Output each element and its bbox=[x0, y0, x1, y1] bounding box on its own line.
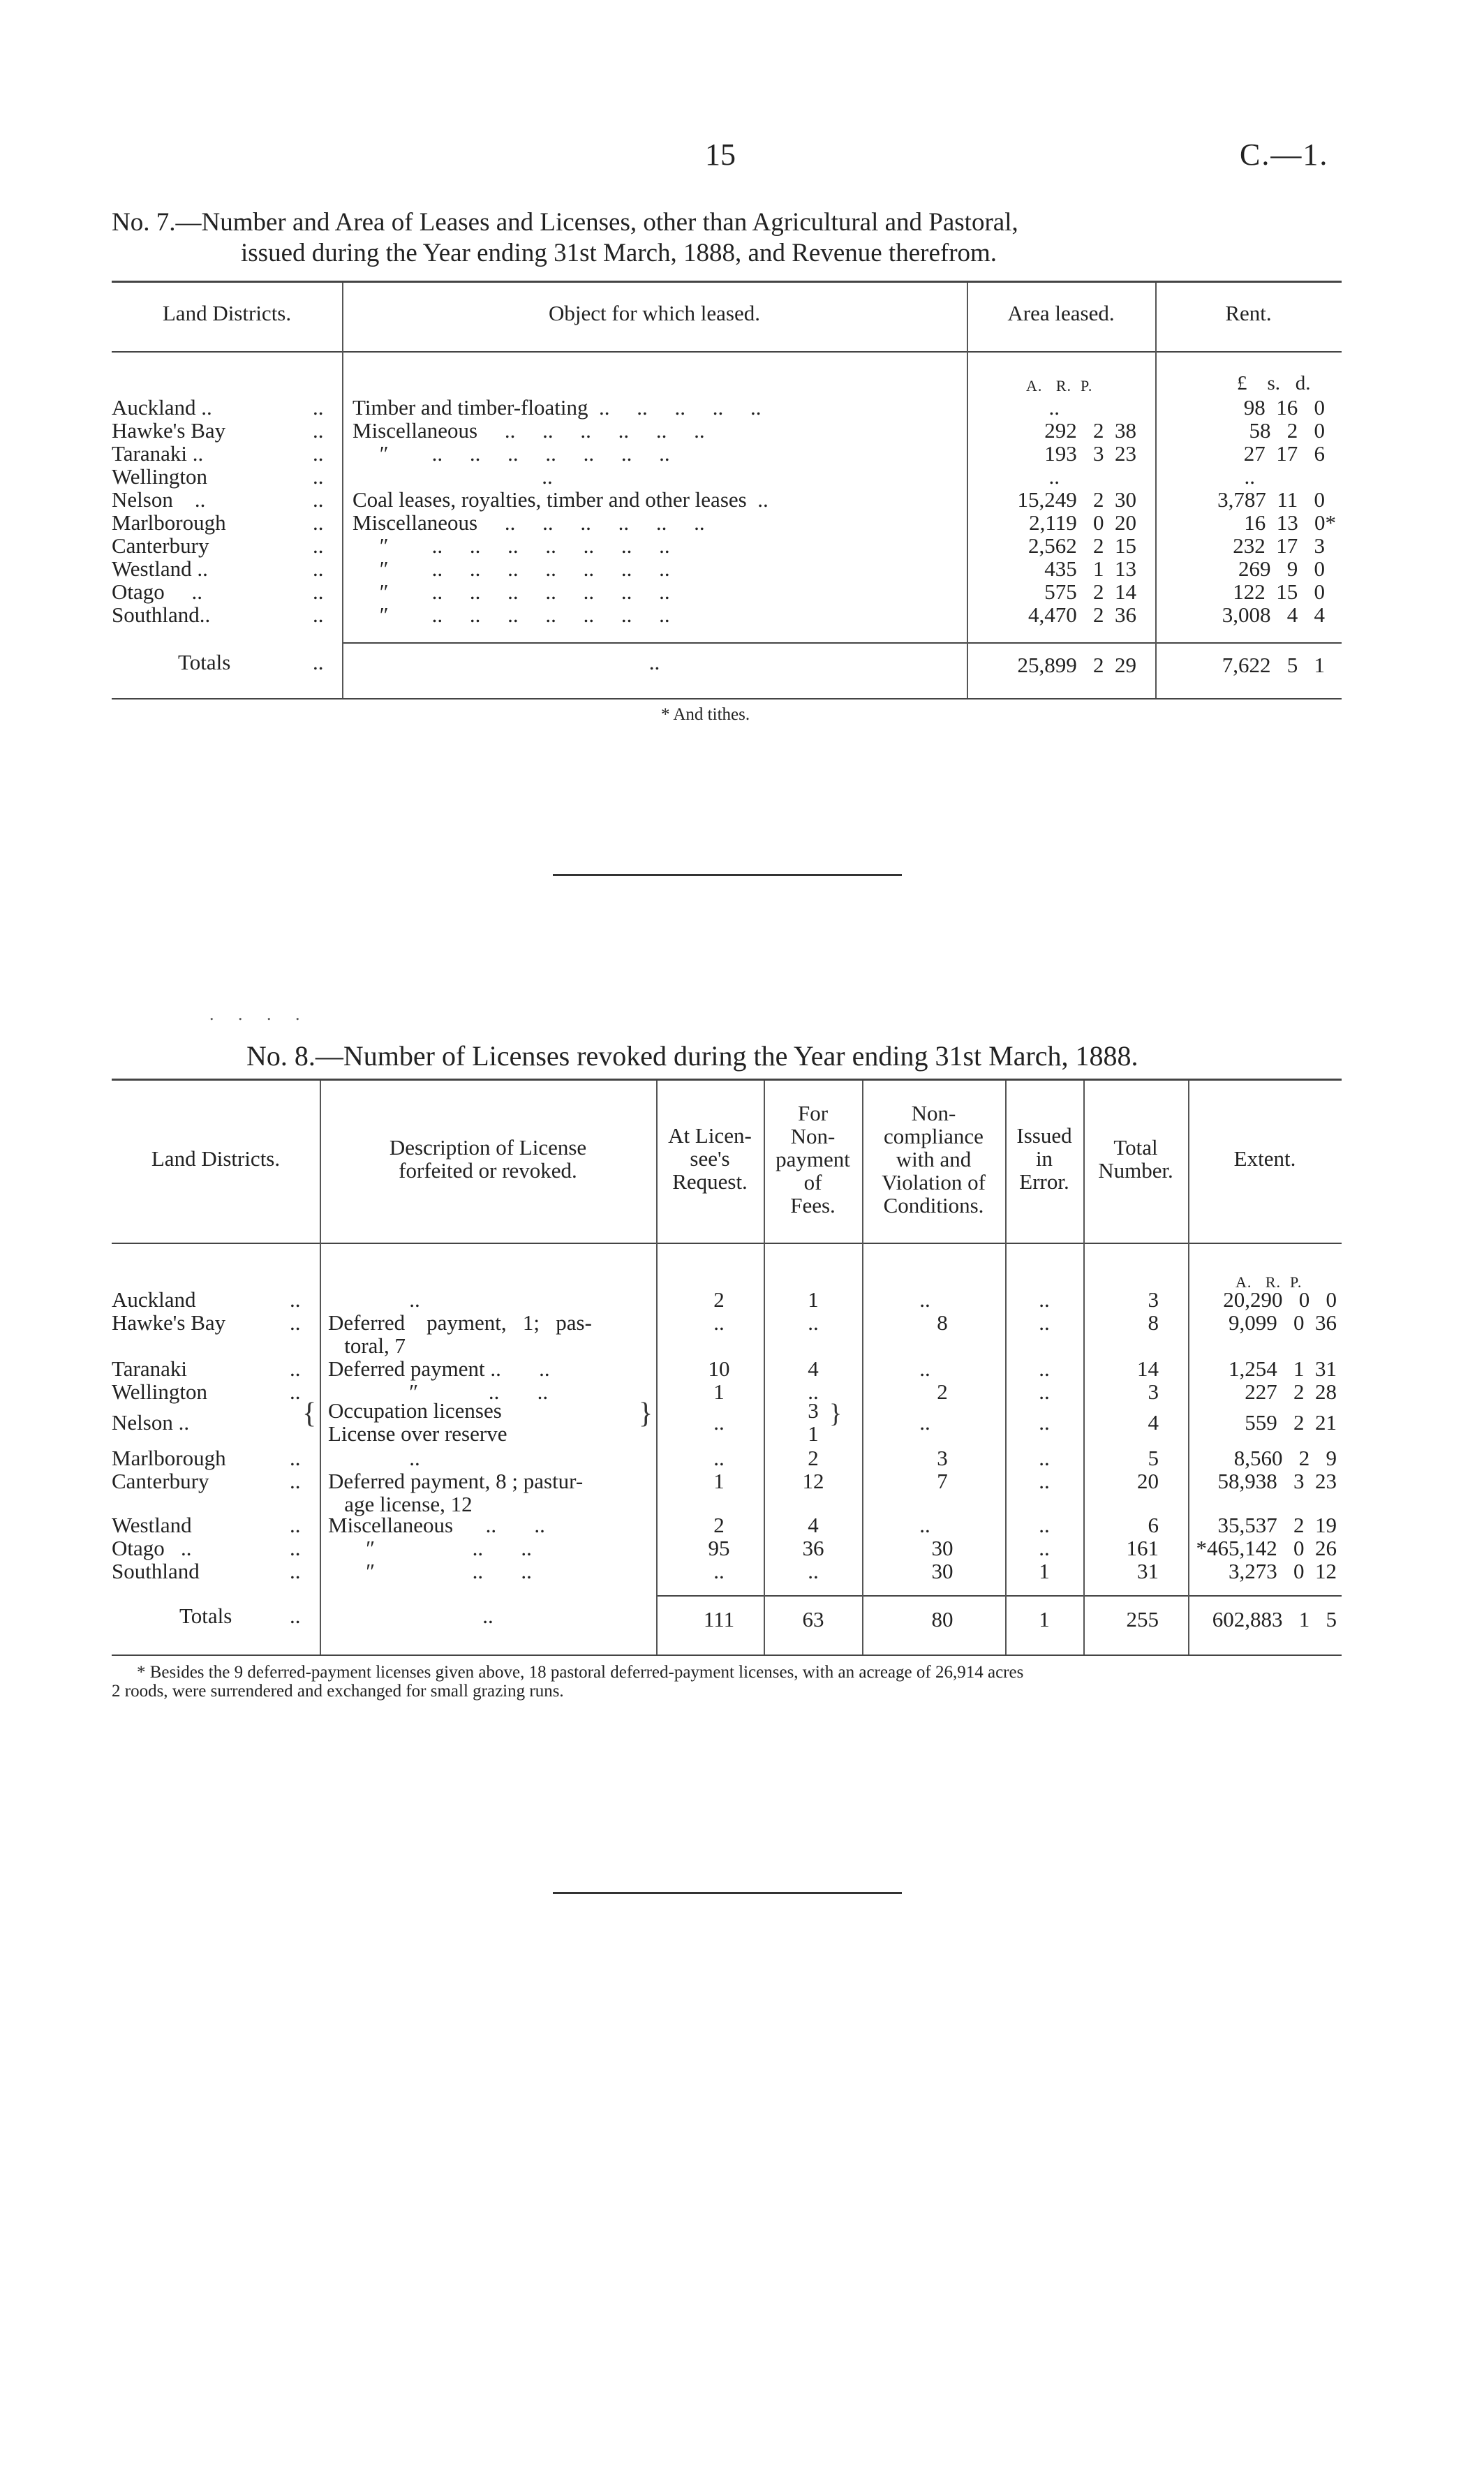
table8-header-nonpayment: For Non- payment of Fees. bbox=[776, 1101, 850, 1217]
totals-area: 25,899 2 29 bbox=[1017, 653, 1136, 677]
row-object: Miscellaneous .. .. .. .. .. .. bbox=[353, 510, 705, 535]
row-area: 2,562 2 15 bbox=[1028, 533, 1136, 558]
table7-header-area: Area leased. bbox=[1007, 301, 1115, 325]
row-leader-dots: .. bbox=[290, 1379, 301, 1404]
table7-header-object: Object for which leased. bbox=[549, 301, 760, 325]
row-extent: 559 2 21 bbox=[1245, 1410, 1337, 1435]
row-description: Miscellaneous .. .. bbox=[328, 1513, 545, 1537]
row-total: 14 bbox=[1137, 1356, 1159, 1381]
row-leader-dots: .. bbox=[290, 1536, 301, 1560]
row-request: .. bbox=[713, 1446, 725, 1470]
row-request: 2 bbox=[713, 1513, 725, 1537]
row-rent: 27 17 6 bbox=[1243, 441, 1325, 466]
table7-col-divider bbox=[967, 283, 968, 698]
table8-header-noncompliance: Non- compliance with and Violation of Conditions. bbox=[882, 1101, 986, 1217]
row-description: Occupation licenses License over reserve bbox=[328, 1398, 507, 1446]
totals-description: .. bbox=[482, 1604, 494, 1628]
row-rent: 269 9 0 bbox=[1238, 556, 1325, 581]
row-extent: *465,142 0 26 bbox=[1196, 1536, 1337, 1560]
row-leader-dots: .. bbox=[313, 602, 324, 627]
row-object: ″ .. .. .. .. .. .. .. bbox=[353, 579, 670, 604]
row-rent: 3,008 4 4 bbox=[1222, 602, 1325, 627]
row-noncompliance: .. bbox=[919, 1287, 930, 1312]
row-request: 1 bbox=[713, 1379, 725, 1404]
totals-noncompliance: 80 bbox=[931, 1607, 954, 1631]
row-noncompliance: .. bbox=[919, 1513, 930, 1537]
row-district: Nelson .. bbox=[112, 1410, 190, 1435]
row-nonpayment: 2 bbox=[808, 1446, 819, 1470]
row-error: .. bbox=[1039, 1469, 1050, 1493]
row-noncompliance: .. bbox=[919, 1356, 930, 1381]
row-district: Auckland bbox=[112, 1287, 196, 1312]
row-district: Taranaki bbox=[112, 1356, 187, 1381]
row-object: Timber and timber-floating .. .. .. .. .. bbox=[353, 395, 762, 420]
table8-header-request: At Licen- see's Request. bbox=[668, 1123, 752, 1194]
row-description: Deferred payment, 8 ; pastur- age license, 12 bbox=[328, 1469, 584, 1516]
table7-header-district: Land Districts. bbox=[162, 301, 292, 325]
table7-bottom-rule bbox=[112, 698, 1342, 699]
row-total: 3 bbox=[1148, 1287, 1159, 1312]
row-rent: .. bbox=[1244, 464, 1255, 489]
row-object: .. bbox=[353, 464, 553, 489]
row-nonpayment: 4 bbox=[808, 1513, 819, 1537]
row-leader-dots: .. bbox=[313, 464, 324, 489]
row-request: 2 bbox=[713, 1287, 725, 1312]
row-leader-dots: .. bbox=[313, 441, 324, 466]
row-request: .. bbox=[713, 1310, 725, 1335]
row-noncompliance: 30 bbox=[931, 1559, 954, 1583]
row-extent: 3,273 0 12 bbox=[1229, 1559, 1337, 1583]
totals-extent: 602,883 1 5 bbox=[1212, 1607, 1337, 1631]
row-error: .. bbox=[1039, 1356, 1050, 1381]
row-leader-dots: .. bbox=[313, 533, 324, 558]
table7-col-divider bbox=[1155, 283, 1157, 698]
row-error: .. bbox=[1039, 1513, 1050, 1537]
totals-leader-dots: .. bbox=[313, 650, 324, 674]
table8-header-description: Description of License forfeited or revoked. bbox=[389, 1135, 587, 1183]
row-nonpayment: 36 bbox=[802, 1536, 824, 1560]
row-leader-dots: .. bbox=[313, 395, 324, 420]
row-district: Marlborough bbox=[112, 510, 226, 535]
row-leader-dots: .. bbox=[313, 487, 324, 512]
row-description: ″ .. .. bbox=[328, 1379, 549, 1404]
margin-marks: . . . . bbox=[209, 1004, 310, 1024]
row-district: Nelson .. bbox=[112, 487, 206, 512]
row-total: 20 bbox=[1137, 1469, 1159, 1493]
row-object: Miscellaneous .. .. .. .. .. .. bbox=[353, 418, 705, 443]
row-noncompliance: 7 bbox=[937, 1469, 948, 1493]
row-description: Deferred payment .. .. bbox=[328, 1356, 550, 1381]
row-error: .. bbox=[1039, 1446, 1050, 1470]
page-number: 15 bbox=[705, 138, 736, 172]
row-leader-dots: .. bbox=[290, 1310, 301, 1335]
table8-totals-rule bbox=[656, 1595, 1342, 1597]
row-leader-dots: .. bbox=[313, 510, 324, 535]
row-area: .. bbox=[1048, 464, 1060, 489]
row-description: ″ .. .. bbox=[328, 1536, 532, 1560]
row-total: 6 bbox=[1148, 1513, 1159, 1537]
totals-total: 255 bbox=[1126, 1607, 1159, 1631]
table7-col-divider bbox=[342, 283, 343, 698]
row-leader-dots: .. bbox=[290, 1559, 301, 1583]
table7-title-line2: issued during the Year ending 31st March, 1888, and Revenue therefrom. bbox=[241, 239, 997, 267]
table8-header-rule bbox=[112, 1243, 1342, 1244]
row-nonpayment: 4 bbox=[808, 1356, 819, 1381]
table7-header-rent: Rent. bbox=[1225, 301, 1272, 325]
row-extent: 227 2 28 bbox=[1245, 1379, 1337, 1404]
right-brace-icon: } bbox=[829, 1399, 843, 1428]
row-district: Southland bbox=[112, 1559, 200, 1583]
row-description: .. bbox=[328, 1446, 420, 1470]
row-request: .. bbox=[713, 1559, 725, 1583]
row-total: 5 bbox=[1148, 1446, 1159, 1470]
row-rent: 122 15 0 bbox=[1233, 579, 1325, 604]
row-noncompliance: 2 bbox=[937, 1379, 948, 1404]
row-rent: 16 13 0* bbox=[1244, 510, 1336, 535]
totals-error: 1 bbox=[1039, 1607, 1050, 1631]
table7-header-rule bbox=[112, 351, 1342, 353]
row-area: 15,249 2 30 bbox=[1017, 487, 1136, 512]
row-total: 161 bbox=[1126, 1536, 1159, 1560]
totals-rent: 7,622 5 1 bbox=[1222, 653, 1325, 677]
totals-label: Totals bbox=[178, 650, 231, 674]
totals-nonpayment: 63 bbox=[802, 1607, 824, 1631]
row-extent: 35,537 2 19 bbox=[1217, 1513, 1337, 1537]
document-code: C.—1. bbox=[1240, 138, 1329, 172]
row-error: .. bbox=[1039, 1310, 1050, 1335]
section-divider bbox=[553, 1892, 902, 1894]
row-nonpayment: .. bbox=[808, 1379, 819, 1404]
table8-header-total: Total Number. bbox=[1098, 1135, 1173, 1183]
row-district: Taranaki .. bbox=[112, 441, 204, 466]
table8-extent-units: A. R. P. bbox=[1236, 1273, 1303, 1291]
row-total: 4 bbox=[1148, 1410, 1159, 1435]
row-rent: 232 17 3 bbox=[1233, 533, 1325, 558]
row-total: 31 bbox=[1137, 1559, 1159, 1583]
row-district: Otago .. bbox=[112, 579, 203, 604]
row-area: 292 2 38 bbox=[1044, 418, 1136, 443]
row-district: Southland.. bbox=[112, 602, 211, 627]
row-noncompliance: 8 bbox=[937, 1310, 948, 1335]
row-district: Wellington bbox=[112, 464, 207, 489]
row-noncompliance: 3 bbox=[937, 1446, 948, 1470]
row-request: .. bbox=[713, 1410, 725, 1435]
table7-top-rule bbox=[112, 281, 1342, 283]
row-district: Marlborough bbox=[112, 1446, 226, 1470]
row-leader-dots: .. bbox=[290, 1446, 301, 1470]
row-error: .. bbox=[1039, 1287, 1050, 1312]
row-leader-dots: .. bbox=[290, 1287, 301, 1312]
totals-label: Totals bbox=[179, 1604, 232, 1628]
row-rent: 58 2 0 bbox=[1249, 418, 1325, 443]
row-object: ″ .. .. .. .. .. .. .. bbox=[353, 533, 670, 558]
table8-header-extent: Extent. bbox=[1233, 1146, 1296, 1171]
row-district: Auckland .. bbox=[112, 395, 212, 420]
row-area: .. bbox=[1048, 395, 1060, 420]
row-total: 3 bbox=[1148, 1379, 1159, 1404]
row-nonpayment: .. bbox=[808, 1559, 819, 1583]
table8-top-rule bbox=[112, 1079, 1342, 1081]
totals-request: 111 bbox=[703, 1607, 735, 1631]
row-description: ″ .. .. bbox=[328, 1559, 532, 1583]
table8-header-district: Land Districts. bbox=[151, 1146, 281, 1171]
row-description: .. bbox=[328, 1287, 420, 1312]
totals-leader-dots: .. bbox=[290, 1604, 301, 1628]
row-leader-dots: .. bbox=[313, 579, 324, 604]
row-noncompliance: 30 bbox=[931, 1536, 954, 1560]
row-error: .. bbox=[1039, 1379, 1050, 1404]
row-description: Deferred payment, 1; pas- toral, 7 bbox=[328, 1310, 592, 1358]
row-object: ″ .. .. .. .. .. .. .. bbox=[353, 556, 670, 581]
row-leader-dots: .. bbox=[313, 418, 324, 443]
table8-header-error: Issued in Error. bbox=[1016, 1123, 1072, 1194]
row-nonpayment: 1 bbox=[808, 1287, 819, 1312]
row-request: 1 bbox=[713, 1469, 725, 1493]
row-district: Wellington bbox=[112, 1379, 207, 1404]
row-error: .. bbox=[1039, 1410, 1050, 1435]
table8-bottom-rule bbox=[112, 1655, 1342, 1656]
row-district: Canterbury bbox=[112, 533, 209, 558]
row-extent: 58,938 3 23 bbox=[1217, 1469, 1337, 1493]
row-error: .. bbox=[1039, 1536, 1050, 1560]
row-extent: 1,254 1 31 bbox=[1229, 1356, 1337, 1381]
row-district: Hawke's Bay bbox=[112, 1310, 226, 1335]
row-request: 10 bbox=[708, 1356, 730, 1381]
table7-title-line1: No. 7.—Number and Area of Leases and Licenses, other than Agricultural and Pastoral, bbox=[112, 208, 1018, 237]
row-district: Canterbury bbox=[112, 1469, 209, 1493]
row-district: Hawke's Bay bbox=[112, 418, 226, 443]
row-object: Coal leases, royalties, timber and other leases .. bbox=[353, 487, 769, 512]
row-leader-dots: .. bbox=[313, 556, 324, 581]
row-object: ″ .. .. .. .. .. .. .. bbox=[353, 602, 670, 627]
table8-title: No. 8.—Number of Licenses revoked during the Year ending 31st March, 1888. bbox=[246, 1040, 1138, 1072]
row-rent: 3,787 11 0 bbox=[1217, 487, 1325, 512]
row-extent: 9,099 0 36 bbox=[1229, 1310, 1337, 1335]
row-request: 95 bbox=[708, 1536, 730, 1560]
row-area: 2,119 0 20 bbox=[1029, 510, 1136, 535]
right-brace-icon: } bbox=[639, 1398, 653, 1430]
row-leader-dots: .. bbox=[290, 1356, 301, 1381]
row-area: 193 3 23 bbox=[1044, 441, 1136, 466]
row-area: 4,470 2 36 bbox=[1028, 602, 1136, 627]
table7-footnote: * And tithes. bbox=[661, 705, 750, 724]
section-divider bbox=[553, 874, 902, 876]
row-nonpayment: .. bbox=[808, 1310, 819, 1335]
totals-object: .. bbox=[648, 650, 660, 674]
row-extent: 20,290 0 0 bbox=[1223, 1287, 1337, 1312]
left-brace-icon: { bbox=[302, 1398, 317, 1430]
table8-footnote-line2: 2 roods, were surrendered and exchanged for small grazing runs. bbox=[112, 1682, 564, 1701]
row-area: 435 1 13 bbox=[1044, 556, 1136, 581]
row-total: 8 bbox=[1148, 1310, 1159, 1335]
row-nonpayment: 3 1 bbox=[808, 1398, 819, 1446]
row-district: Westland bbox=[112, 1513, 192, 1537]
row-nonpayment: 12 bbox=[802, 1469, 824, 1493]
row-noncompliance: .. bbox=[919, 1410, 930, 1435]
row-extent: 8,560 2 9 bbox=[1233, 1446, 1337, 1470]
table8-footnote-line1: * Besides the 9 deferred-payment licenses given above, 18 pastoral deferred-payment licenses, with an acreage of 26,914 acres bbox=[137, 1663, 1024, 1682]
table7-totals-rule bbox=[342, 642, 1342, 644]
row-district: Westland .. bbox=[112, 556, 208, 581]
table7-rent-units: £ s. d. bbox=[1237, 372, 1311, 394]
row-rent: 98 16 0 bbox=[1243, 395, 1325, 420]
table7-area-units: A. R. P. bbox=[1026, 377, 1093, 394]
row-district: Otago .. bbox=[112, 1536, 192, 1560]
row-object: ″ .. .. .. .. .. .. .. bbox=[353, 441, 670, 466]
row-leader-dots: .. bbox=[290, 1513, 301, 1537]
row-error: 1 bbox=[1039, 1559, 1050, 1583]
row-leader-dots: .. bbox=[290, 1469, 301, 1493]
row-area: 575 2 14 bbox=[1044, 579, 1136, 604]
